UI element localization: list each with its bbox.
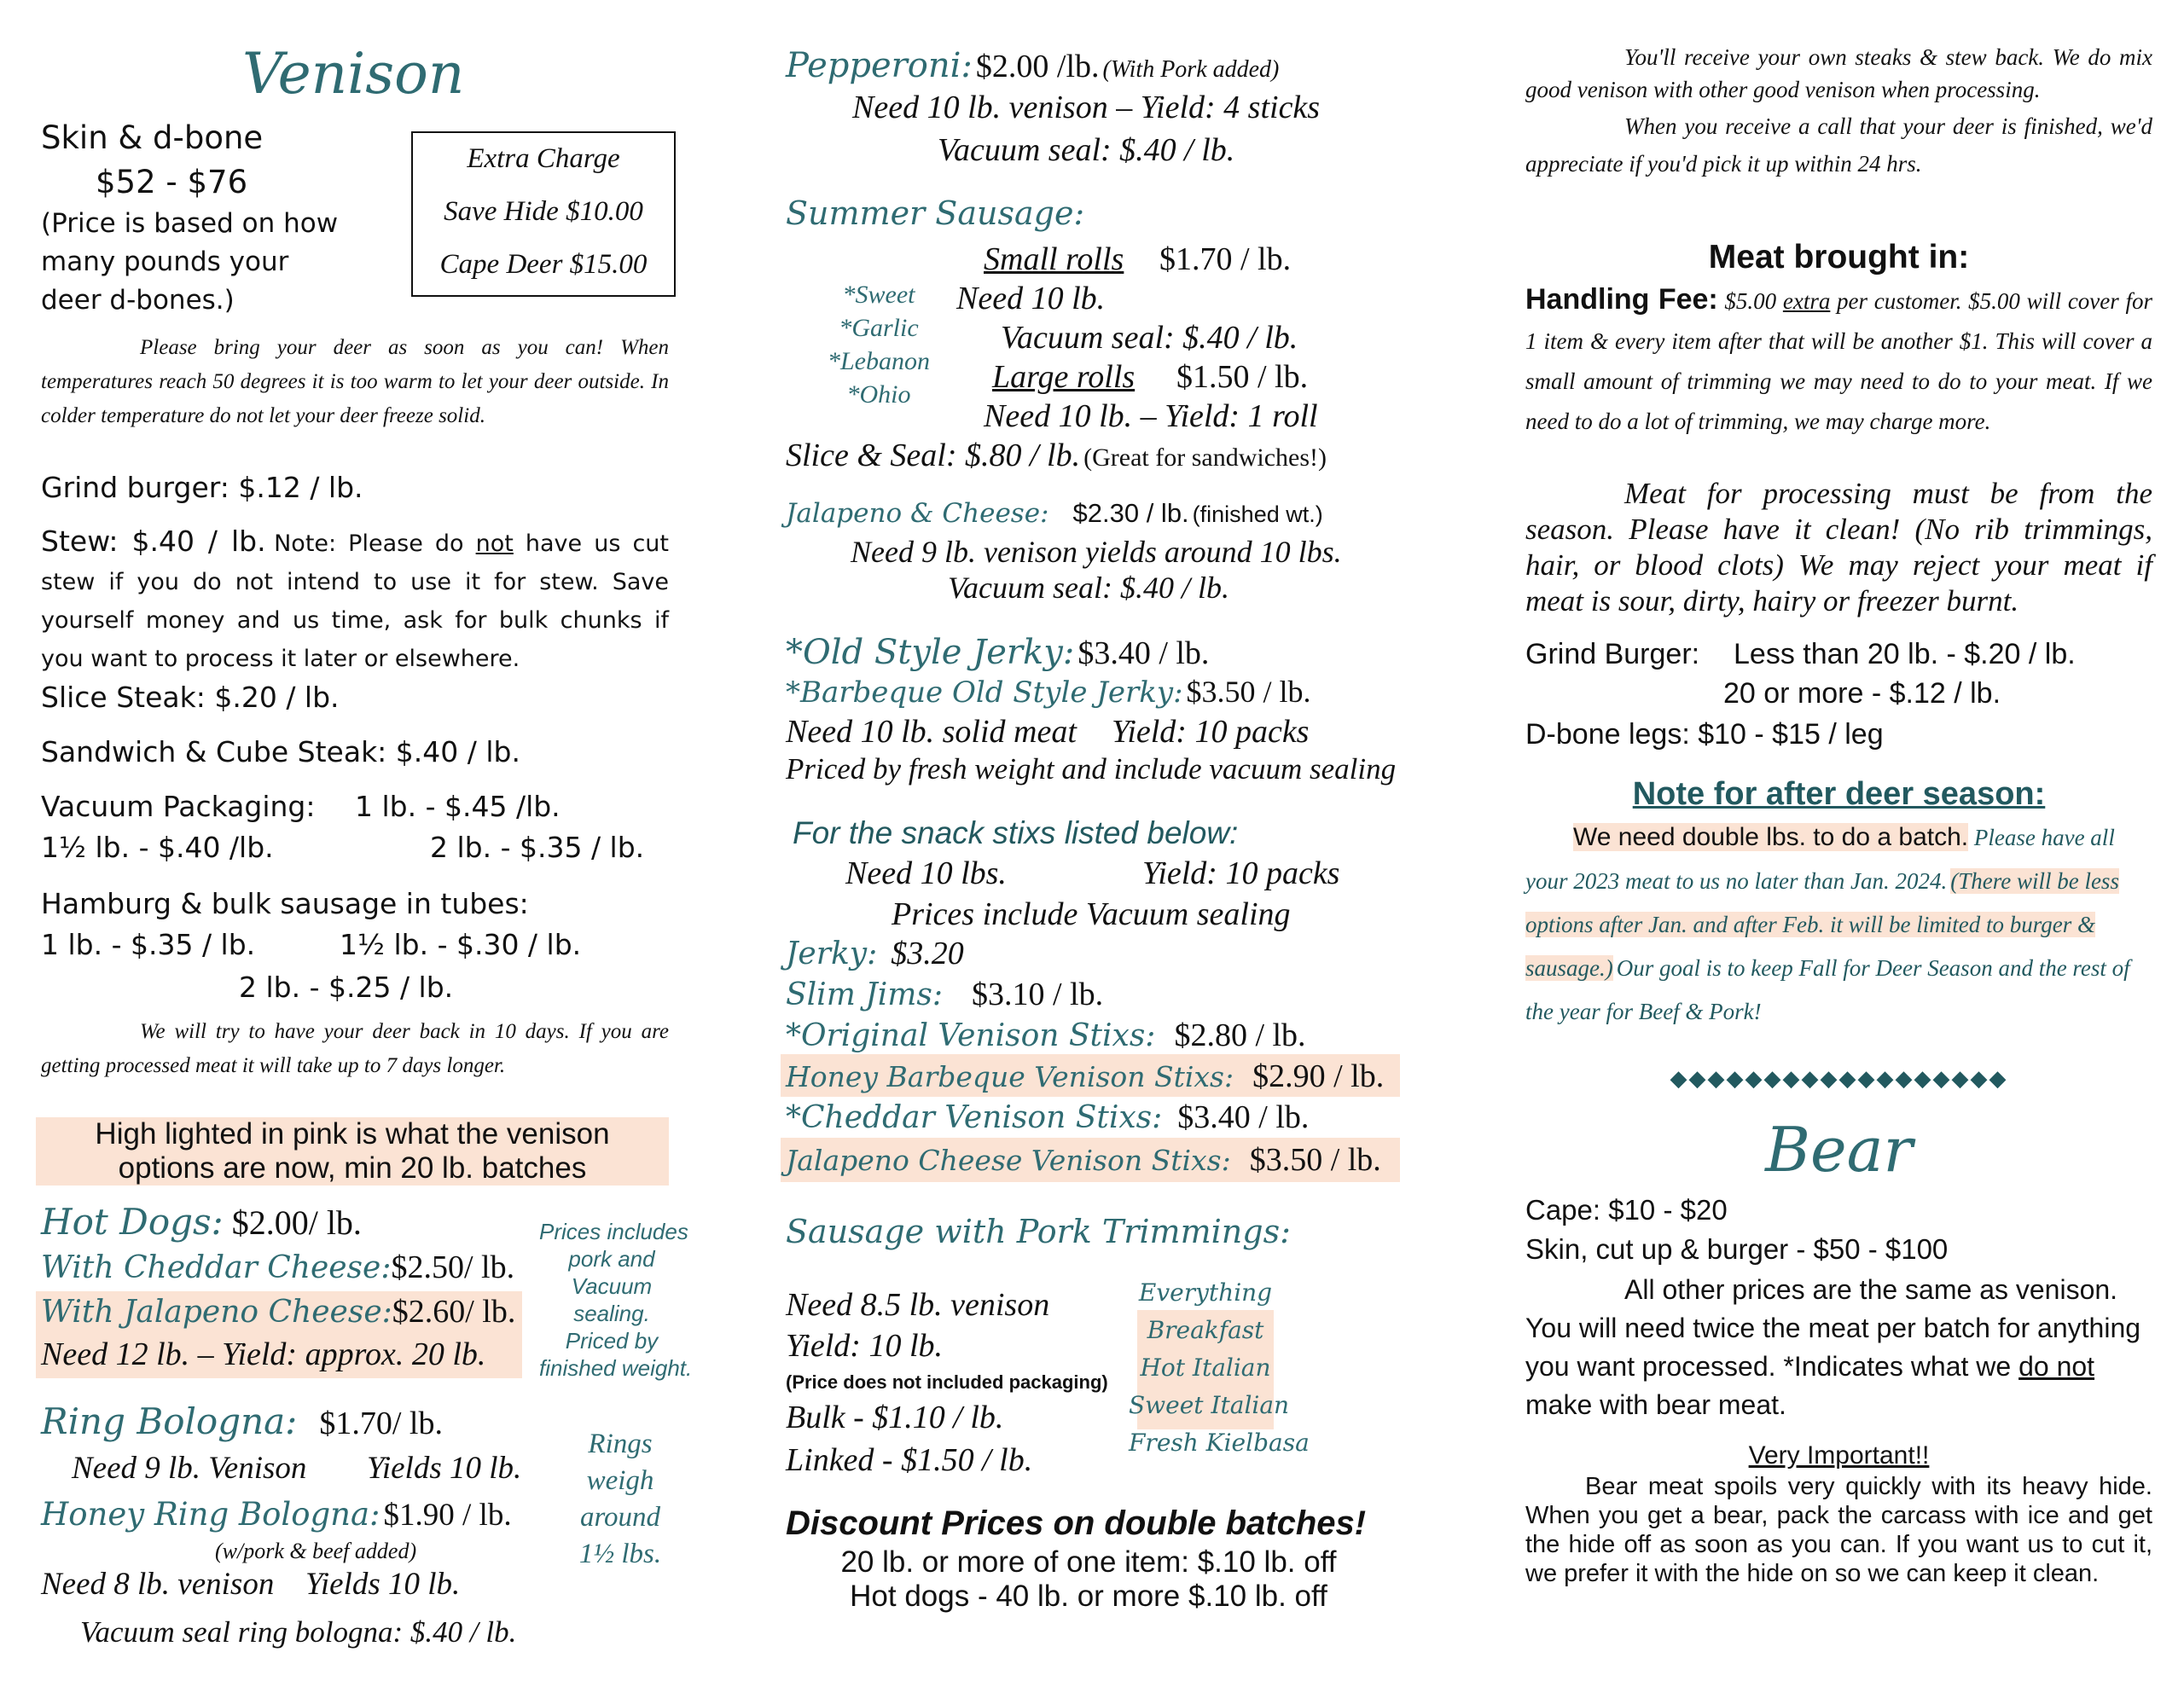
small-rolls-label: Small rolls: [984, 241, 1124, 277]
highlight-note-line1: High lighted in pink is what the venison: [95, 1117, 610, 1151]
pork-sausage-title: Sausage with Pork Trimmings:: [786, 1213, 1291, 1250]
pork-sausage-linked: Linked - $1.50 / lb.: [786, 1442, 1033, 1478]
after-season-text3: Our goal is to keep Fall for Deer Season and the rest of the year for Beef & Pork!: [1525, 955, 2130, 1024]
snack-yield: Yield: 10 packs: [1142, 855, 1340, 891]
ring-bologna-vacuum: Vacuum seal ring bologna: $.40 / lb.: [80, 1615, 517, 1649]
rings-weigh-note: Rings weigh around 1½ lbs.: [578, 1429, 662, 1569]
snack-item-original-stixs: *Original Venison Stixs: $2.80 / lb.: [786, 1017, 1306, 1053]
summer-sausage-vacuum: Vacuum seal: $.40 / lb.: [1001, 320, 1298, 356]
slice-seal-row: [786, 437, 1327, 474]
summer-sausage-name: Summer Sausage:: [786, 194, 1085, 232]
venison-column: [36, 0, 693, 1687]
stew-block: [41, 524, 669, 680]
jerky-yield: Yield: 10 packs: [1112, 714, 1310, 750]
snack-include: Prices include Vacuum sealing: [892, 896, 1291, 932]
bring-deer-note: Please bring your deer as soon as you can! When temperatures reach 50 degrees it is too warm to let your deer outside. In colder temperature do not let your deer freeze solid.: [41, 336, 669, 427]
honey-ring-need: Need 8 lb. venison: [41, 1567, 275, 1602]
honey-ring-bologna-name: Honey Ring Bologna:: [41, 1496, 380, 1533]
vacuum-1lb: 1 lb. - $.45 /lb.: [355, 790, 561, 823]
slice-steak-price: Slice Steak: $.20 / lb.: [41, 681, 340, 714]
sandwich-cube-price: Sandwich & Cube Steak: $.40 / lb.: [41, 735, 520, 768]
pepperoni-name: Pepperoni:: [786, 46, 973, 85]
large-rolls-need: Need 10 lb. – Yield: 1 roll: [984, 398, 1318, 434]
jalapeno-hot-dogs-row: [41, 1293, 515, 1330]
honey-ring-yield: Yields 10 lb.: [305, 1567, 461, 1602]
honey-ring-bologna-note: (w/pork & beef added): [215, 1539, 417, 1563]
extra-charge-box: [411, 131, 676, 297]
hamburg-label: Hamburg & bulk sausage in tubes:: [41, 887, 529, 920]
dbone-legs-price: D-bone legs: $10 - $15 / leg: [1525, 718, 1884, 751]
cheddar-hot-dogs-row: [41, 1249, 514, 1286]
highlight-note: [36, 1117, 669, 1186]
bear-note: All other prices are the same as venison. You will need twice the meat per batch for anything you want processed. *Indicates what we do not make with bear meat.: [1525, 1274, 2141, 1420]
jerky-need: Need 10 lb. solid meat: [786, 714, 1077, 750]
ring-bologna-name: Ring Bologna:: [41, 1400, 298, 1442]
bear-cape-price: Cape: $10 - $20: [1525, 1194, 1728, 1226]
intro-pickup-note: When you receive a call that your deer is finished, we'd appreciate if you'd pick it up within 24 hrs.: [1525, 113, 2152, 177]
honey-ring-bologna-price: $1.90 / lb.: [383, 1498, 512, 1533]
jalapeno-hot-dogs-price: $2.60/ lb.: [392, 1294, 516, 1330]
ring-bologna-row: [41, 1400, 443, 1442]
snack-stix-title: For the snack stixs listed below:: [793, 815, 1239, 850]
snack-need: Need 10 lbs.: [845, 855, 1007, 891]
cheddar-hot-dogs-price: $2.50/ lb.: [391, 1249, 515, 1285]
discount-title: Discount Prices on double batches!: [786, 1504, 1367, 1542]
pepperoni-vacuum: Vacuum seal: $.40 / lb.: [938, 132, 1235, 168]
grind-burger-price: Grind burger: $.12 / lb.: [41, 471, 363, 504]
vacuum-1-5lb: 1½ lb. - $.40 /lb.: [41, 831, 274, 864]
bear-skin-price: Skin, cut up & burger - $50 - $100: [1525, 1233, 1949, 1265]
vacuum-packaging-label: Vacuum Packaging:: [41, 790, 316, 823]
after-season-block: [1525, 817, 2152, 1035]
snack-item-slim-jims: Slim Jims: $3.10 / lb.: [786, 977, 1104, 1012]
summer-sausage-flavors: *Sweet *Garlic *Lebanon *Ohio: [828, 281, 930, 409]
jalapeno-cheese-price: $2.30 / lb.: [1072, 498, 1189, 528]
stew-note: Note: Please do not have us cut stew if you do not intend to use it for stew. Save yourself money and us time, ask for bulk chunks if you want to process it later or elsewhere.: [41, 530, 669, 672]
grind-burger-less: Less than 20 lb. - $.20 / lb.: [1734, 638, 2076, 670]
info-column: [1525, 0, 2152, 1687]
processing-note: Meat for processing must be from the season. Please have it clean! (No rib trimmings, hair, or blood clots) We may reject your meat if meat is sour, dirty, hairy or freezer burnt.: [1525, 477, 2152, 617]
old-style-jerky-price: $3.40 / lb.: [1077, 635, 1210, 671]
handling-fee-block: [1525, 281, 2152, 443]
slice-seal-note: (Great for sandwiches!): [1083, 443, 1327, 472]
hamburg-2lb: 2 lb. - $.25 / lb.: [239, 971, 454, 1004]
pepperoni-note: (With Pork added): [1102, 56, 1280, 83]
snack-item-jerky: Jerky: $3.20: [786, 936, 964, 971]
honey-ring-bologna-row: [41, 1496, 512, 1533]
vacuum-2lb: 2 lb. - $.35 / lb.: [430, 831, 645, 864]
large-rolls-price: $1.50 / lb.: [1176, 359, 1309, 395]
old-style-jerky-name: *Old Style Jerky:: [786, 633, 1075, 672]
snack-item-jalapeno-stixs: Jalapeno Cheese Venison Stixs: $3.50 / lb.: [786, 1142, 1381, 1178]
small-rolls-need: Need 10 lb.: [956, 281, 1106, 316]
hot-dogs-name: Hot Dogs:: [41, 1201, 224, 1243]
snack-item-honey-stixs: Honey Barbeque Venison Stixs: $2.90 / lb.: [786, 1058, 1385, 1094]
bbq-jerky-row: [786, 674, 1311, 710]
small-rolls-price: $1.70 / lb.: [1159, 241, 1292, 277]
ring-bologna-price: $1.70/ lb.: [319, 1406, 443, 1441]
handling-fee-text: $5.00 extra per customer. $5.00 will cover for 1 item & every item after that will be another $1. This will cover a small amount of trimming we may need to do to your meat. If we need to do a lot of trimming, we may charge more.: [1525, 288, 2152, 434]
ring-bologna-need: Need 9 lb. Venison: [72, 1451, 307, 1486]
jalapeno-hot-dogs-name: With Jalapeno Cheese:: [41, 1295, 392, 1330]
large-rolls-label: Large rolls: [992, 359, 1136, 395]
intro-steaks-note: You'll receive your own steaks & stew back. We do mix good venison with other good venison when processing.: [1525, 44, 2152, 102]
jalapeno-cheese-vacuum: Vacuum seal: $.40 / lb.: [948, 571, 1229, 605]
hot-dogs-side-note: Prices includes pork and Vacuum sealing. Priced by finished weight.: [539, 1219, 693, 1381]
after-season-text1: Please have all your 2023 meat to us no later than Jan. 2024.: [1525, 825, 2115, 894]
pork-sausage-flavors: Everything Breakfast Hot Italian Sweet Italian Fresh Kielbasa: [1129, 1278, 1310, 1457]
meat-brought-title: Meat brought in:: [1708, 239, 1970, 275]
handling-fee-label: Handling Fee:: [1525, 283, 1718, 316]
pepperoni-row: [786, 46, 1279, 85]
hamburg-1lb: 1 lb. - $.35 / lb.: [41, 928, 256, 961]
save-hide-price: Save Hide $10.00: [444, 196, 643, 227]
pepperoni-price: $2.00 /lb.: [975, 49, 1100, 84]
highlight-note-line2: options are now, min 20 lb. batches: [118, 1151, 587, 1185]
jalapeno-cheese-name: Jalapeno & Cheese:: [786, 498, 1049, 529]
grind-burger-label: Grind Burger:: [1525, 638, 1700, 670]
after-season-title: Note for after deer season:: [1632, 776, 2046, 812]
extra-charge-title: Extra Charge: [467, 143, 620, 174]
pork-sausage-bulk: Bulk - $1.10 / lb.: [786, 1400, 1004, 1435]
cheddar-hot-dogs-name: With Cheddar Cheese:: [41, 1250, 392, 1285]
bbq-jerky-name: *Barbeque Old Style Jerky:: [786, 675, 1183, 710]
hot-dogs-row: [41, 1201, 362, 1243]
snack-item-cheddar-stixs: *Cheddar Venison Stixs: $3.40 / lb.: [786, 1099, 1310, 1135]
pork-sausage-yield: Yield: 10 lb.: [786, 1328, 944, 1364]
stew-price: Stew: $.40 / lb.: [41, 525, 266, 558]
double-lbs-highlight: We need double lbs. to do a batch.: [1573, 823, 1969, 851]
after-season-text2: (There will be less options after Jan. and after Feb. it will be limited to burger & sausage.): [1525, 868, 2119, 981]
discount-line1: 20 lb. or more of one item: $.10 lb. off: [840, 1545, 1337, 1579]
jalapeno-cheese-note: (finished wt.): [1192, 501, 1323, 527]
jalapeno-cheese-need: Need 9 lb. venison yields around 10 lbs.: [851, 535, 1342, 569]
skin-dbone-note: (Price is based on how many pounds your deer d-bones.): [41, 208, 339, 316]
grind-burger-more: 20 or more - $.12 / lb.: [1723, 677, 2001, 710]
pork-sausage-need: Need 8.5 lb. venison: [786, 1287, 1050, 1323]
ring-bologna-yield: Yields 10 lb.: [367, 1451, 522, 1486]
hot-dogs-need: Need 12 lb. – Yield: approx. 20 lb.: [41, 1336, 486, 1372]
skin-dbone-label: Skin & d-bone: [41, 119, 264, 156]
very-important-title: Very Important!!: [1748, 1441, 1930, 1470]
pork-sausage-packaging: (Price does not included packaging): [786, 1371, 1108, 1393]
old-style-jerky-row: [786, 633, 1209, 672]
bear-title: Bear: [1765, 1114, 1913, 1186]
pepperoni-need: Need 10 lb. venison – Yield: 4 sticks: [852, 90, 1321, 125]
back-in-days-note: We will try to have your deer back in 10 days. If you are getting processed meat it will take up to 7 days longer.: [41, 1020, 669, 1077]
slice-seal-price: Slice & Seal: $.80 / lb.: [786, 438, 1081, 473]
jerky-priced: Priced by fresh weight and include vacuum sealing: [786, 752, 1397, 786]
cape-deer-price: Cape Deer $15.00: [439, 249, 648, 280]
hot-dogs-price: $2.00/ lb.: [231, 1203, 362, 1242]
venison-title: Venison: [242, 41, 465, 107]
jalapeno-cheese-row: [786, 498, 1323, 529]
bbq-jerky-price: $3.50 / lb.: [1186, 675, 1311, 709]
hamburg-1-5lb: 1½ lb. - $.30 / lb.: [340, 928, 582, 961]
skin-dbone-price: $52 - $76: [96, 164, 248, 200]
diamond-divider: ◆◆◆◆◆◆◆◆◆◆◆◆◆◆◆◆◆◆: [1670, 1066, 2008, 1092]
very-important-text: Bear meat spoils very quickly with its heavy hide. When you get a bear, pack the carcass with ice and get the hide off as soon as you can. If you want us to cut it, we prefer it with the hide on so we can keep it clean.: [1525, 1473, 2152, 1587]
discount-line2: Hot dogs - 40 lb. or more $.10 lb. off: [850, 1580, 1327, 1613]
sausage-column: [781, 0, 1429, 1687]
